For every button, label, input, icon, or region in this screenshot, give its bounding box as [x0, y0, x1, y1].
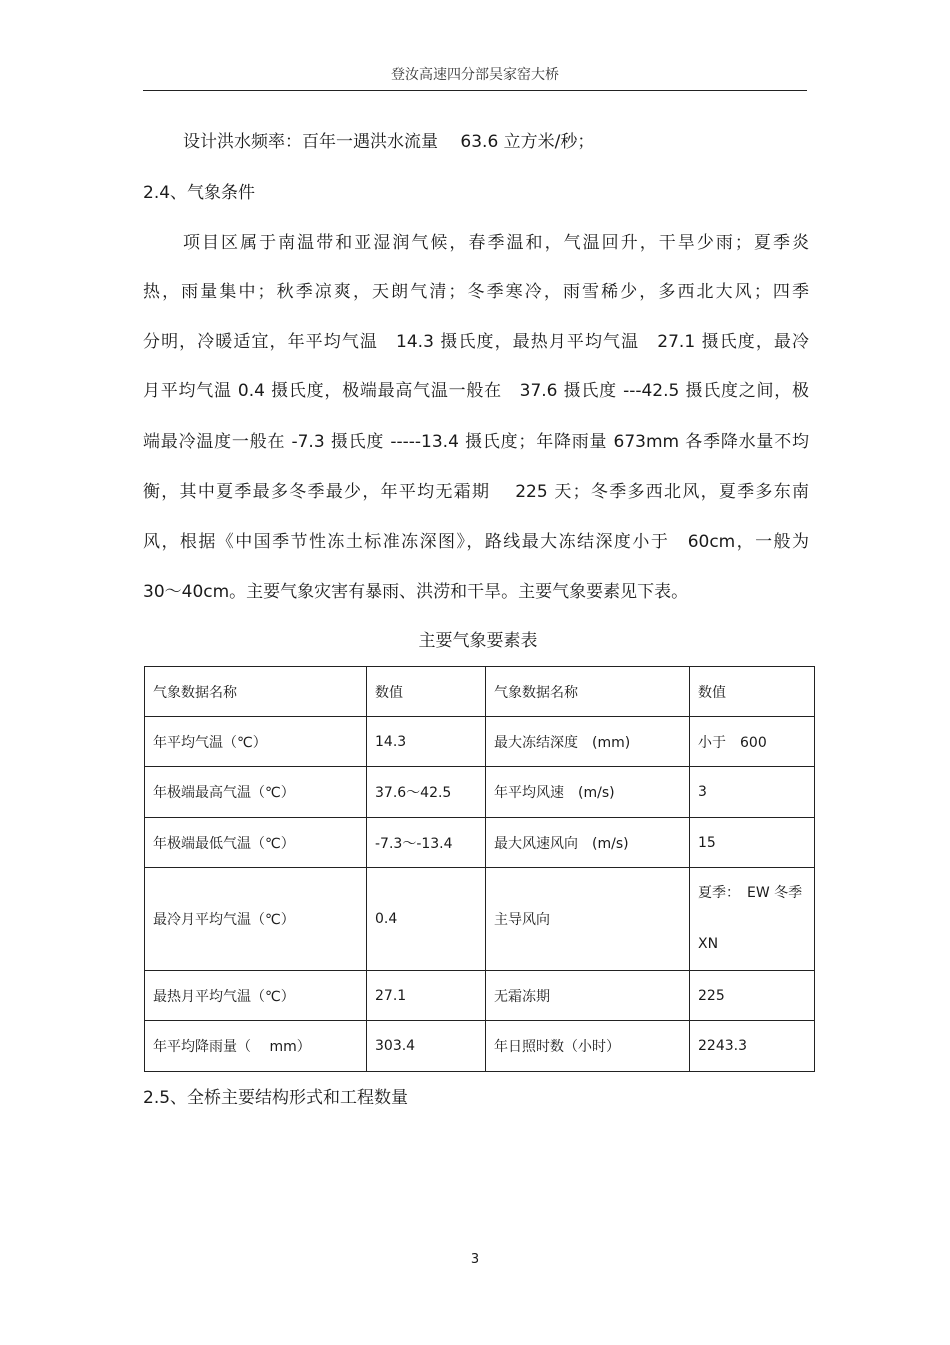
header-rule	[143, 90, 807, 91]
table-cell: 年平均气温（℃）	[145, 717, 367, 767]
wind-summer-text: 夏季： EW 冬季	[698, 885, 803, 901]
table-cell: 14.3	[367, 717, 486, 767]
table-cell: -7.3～-13.4	[367, 818, 486, 868]
section-heading-2-5: 2.5、全桥主要结构形式和工程数量	[143, 1088, 409, 1108]
table-cell: 最热月平均气温（℃）	[145, 971, 367, 1021]
table-cell: 年平均降雨量（ mm）	[145, 1021, 367, 1072]
table-cell: 年平均风速 (m/s)	[486, 767, 690, 818]
table-cell: 15	[690, 818, 815, 868]
table-cell: 最大风速风向 (m/s)	[486, 818, 690, 868]
table-cell: 303.4	[367, 1021, 486, 1072]
paragraph-line: 月平均气温 0.4 摄氏度，极端最高气温一般在 37.6 摄氏度 ---42.5 摄氏度之间，极	[143, 381, 809, 401]
table-cell: 小于 600	[690, 717, 815, 767]
header-cell: 气象数据名称	[145, 667, 367, 717]
table-cell: 最冷月平均气温（℃）	[145, 868, 367, 971]
table-header-row	[145, 667, 815, 717]
flood-frequency-line: 设计洪水频率：百年一遇洪水流量 63.6 立方米/秒；	[183, 132, 595, 152]
wind-winter-text: XN	[698, 936, 719, 952]
table-cell: 3	[690, 767, 815, 818]
table-row	[145, 767, 815, 818]
table-cell: 37.6～42.5	[367, 767, 486, 818]
paragraph-line: 端最冷温度一般在 -7.3 摄氏度 -----13.4 摄氏度；年降雨量 673mm 各季降水量不均	[143, 432, 809, 452]
table-cell: 年日照时数（小时）	[486, 1021, 690, 1072]
header-cell: 数值	[690, 667, 815, 717]
running-header: 登汝高速四分部吴家窑大桥	[391, 67, 559, 83]
paragraph-line: 30～40cm。主要气象灾害有暴雨、洪涝和干旱。主要气象要素见下表。	[143, 582, 689, 602]
paragraph-line: 风，根据《中国季节性冻土标准冻深图》，路线最大冻结深度小于 60cm，一般为	[143, 532, 809, 552]
table-caption: 主要气象要素表	[418, 631, 538, 651]
table-cell: 主导风向	[486, 868, 690, 971]
table-cell: 225	[690, 971, 815, 1021]
table-cell: 27.1	[367, 971, 486, 1021]
table-cell: 年极端最低气温（℃）	[145, 818, 367, 868]
paragraph-line: 分明，冷暖适宜，年平均气温 14.3 摄氏度，最热月平均气温 27.1 摄氏度，最冷	[143, 332, 809, 352]
table-cell: 年极端最高气温（℃）	[145, 767, 367, 818]
page-number: 3	[470, 1252, 480, 1267]
header-cell: 数值	[367, 667, 486, 717]
table-row	[145, 818, 815, 868]
table-cell: 0.4	[367, 868, 486, 971]
meteorological-table	[144, 666, 815, 1072]
table-cell: 2243.3	[690, 1021, 815, 1072]
table-cell: 无霜冻期	[486, 971, 690, 1021]
paragraph-line: 衡，其中夏季最多冬季最少，年平均无霜期 225 天；冬季多西北风，夏季多东南	[143, 482, 809, 502]
table-row	[145, 971, 815, 1021]
table-row	[145, 868, 815, 971]
section-heading-2-4: 2.4、气象条件	[143, 183, 256, 203]
header-cell: 气象数据名称	[486, 667, 690, 717]
paragraph-line: 热，雨量集中；秋季凉爽，天朗气清；冬季寒冷，雨雪稀少，多西北大风；四季	[143, 282, 809, 302]
table-cell: 最大冻结深度 (mm)	[486, 717, 690, 767]
paragraph-line: 项目区属于南温带和亚湿润气候，春季温和，气温回升，干旱少雨；夏季炎	[183, 233, 809, 253]
table-row	[145, 1021, 815, 1072]
table-row	[145, 717, 815, 767]
table-cell-two-line	[690, 868, 815, 971]
